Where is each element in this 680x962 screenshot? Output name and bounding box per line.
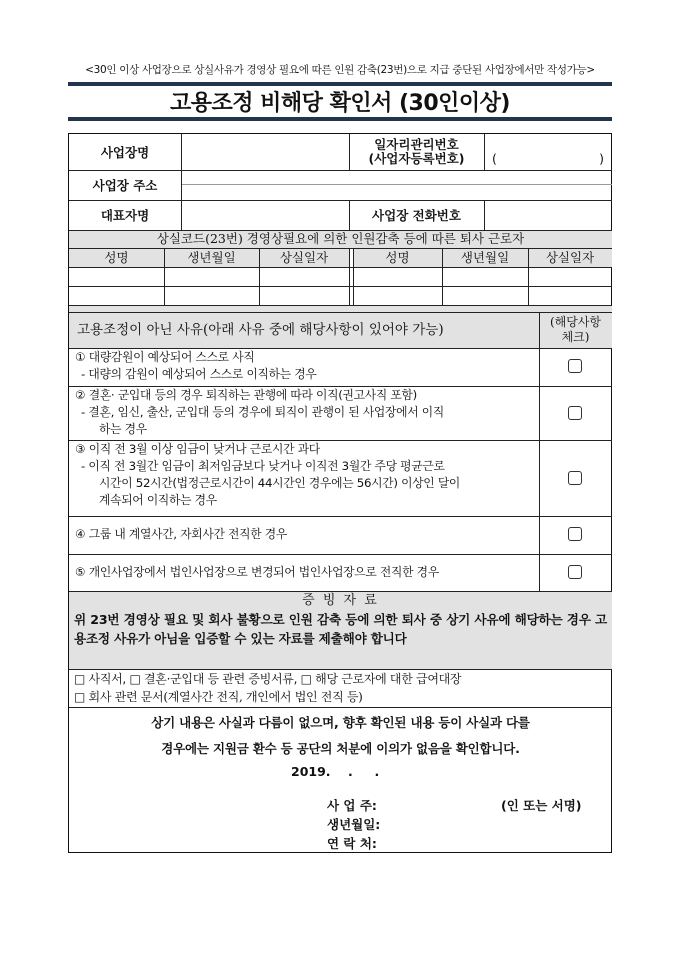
address-field[interactable]	[181, 170, 612, 200]
grid-line	[69, 707, 612, 708]
reason-4-checkbox[interactable]	[568, 527, 582, 541]
confirmation-line1: 상기 내용은 사실과 다름이 없으며, 향후 확인된 내용 등이 사실과 다를	[151, 715, 530, 730]
grid-line	[539, 312, 540, 591]
grid-line	[69, 267, 612, 268]
reason-item-2	[69, 386, 612, 440]
worker-row1-name-2[interactable]	[353, 267, 442, 286]
paren-open: (	[492, 151, 497, 166]
employer-signer-label: 사 업 주:	[327, 798, 377, 813]
worker-row1-loss-date[interactable]	[259, 267, 349, 286]
col-birth-2: 생년월일	[442, 248, 528, 267]
grid-line	[69, 305, 612, 306]
reason-item-5	[69, 554, 612, 591]
paren-close: )	[599, 151, 604, 166]
reason-2-checkbox[interactable]	[568, 406, 582, 420]
col-birth-1: 생년월일	[164, 248, 259, 267]
reason-1-title: ① 대량감원이 예상되어 스스로 사직	[75, 350, 255, 364]
grid-line	[69, 516, 612, 517]
grid-line	[442, 248, 443, 305]
representative-field[interactable]	[181, 200, 349, 230]
birth-date-label: 생년월일:	[327, 817, 381, 832]
reason-1-checkbox[interactable]	[568, 359, 582, 373]
contact-label: 연 락 처:	[327, 836, 377, 851]
confirmation-section	[69, 707, 612, 853]
reason-item-4	[69, 516, 612, 554]
reason-3-detail-cont-1: 시간이 52시간(법정근로시간이 44시간인 경우에는 56시간) 이상인 달이	[99, 476, 461, 490]
grid-line	[69, 248, 612, 249]
grid-line	[69, 386, 612, 387]
job-mgmt-no-label-line2: (사업자등록번호)	[368, 151, 465, 166]
col-name-2: 성명	[353, 248, 442, 267]
check-header-line1: (해당사항	[549, 315, 602, 329]
workers-section-title: 상실코드(23번) 경영상필요에 의한 인원감축 등에 따른 퇴사 근로자	[69, 230, 612, 248]
reason-2-detail: - 결혼, 임신, 출산, 군입대 등의 경우에 퇴직이 관행이 된 사업장에서 이직	[81, 405, 444, 419]
reason-3-detail: - 이직 전 3월간 임금이 최저임금보다 낮거나 이직전 3월간 주당 평균근로	[81, 459, 445, 473]
grid-line	[181, 184, 612, 185]
evidence-title: 증 빙 자 료	[302, 593, 379, 608]
grid-line	[259, 248, 260, 305]
col-loss-date-2: 상실일자	[528, 248, 612, 267]
grid-line	[349, 134, 350, 170]
reason-item-3	[69, 440, 612, 516]
worker-row2-name[interactable]	[69, 286, 164, 305]
grid-line	[69, 669, 612, 670]
grid-line	[164, 248, 165, 305]
business-name-label: 사업장명	[100, 145, 150, 160]
check-column-header	[539, 312, 612, 348]
evidence-statement: 위 23번 경영상 필요 및 회사 불황으로 인원 감축 등에 의한 퇴사 중 상기 사유에 해당하는 경우 고용조정 사유가 아님을 입증할 수 있는 자료를 제출해야 합니다	[74, 612, 607, 646]
phone-label: 사업장 전화번호	[372, 208, 461, 223]
grid-line	[69, 591, 612, 592]
job-mgmt-no-label	[349, 134, 484, 170]
check-header-line2: 체크)	[561, 330, 590, 344]
worker-row1-name[interactable]	[69, 267, 164, 286]
reason-5-checkbox[interactable]	[568, 565, 582, 579]
grid-line	[349, 200, 350, 230]
evidence-documents	[69, 669, 612, 707]
grid-line	[353, 248, 354, 305]
confirmation-line2: 경우에는 지원금 환수 등 공단의 처분에 이의가 없음을 확인합니다.	[161, 741, 520, 756]
representative-label: 대표자명	[100, 208, 150, 223]
grid-line	[69, 348, 612, 349]
grid-line	[528, 248, 529, 305]
reasons-section-title: 고용조정이 아닌 사유(아래 사유 중에 해당사항이 있어야 가능)	[69, 312, 539, 348]
evidence-docs-line1: □ 사직서, □ 결혼·군입대 등 관련 증빙서류, □ 해당 근로자에 대한 급여대장	[74, 672, 462, 686]
eligibility-note: <30인 이상 사업장으로 상실사유가 경영상 필요에 따른 인원 감축(23번)으로 지급 중단된 사업장에서만 작성가능>	[85, 64, 595, 76]
col-loss-date-1: 상실일자	[259, 248, 349, 267]
evidence-docs-line2: □ 회사 관련 문서(계열사간 전직, 개인에서 법인 전직 등)	[74, 690, 363, 704]
reason-3-detail-cont-2: 계속되어 이직하는 경우	[99, 493, 217, 507]
grid-line	[69, 200, 612, 201]
reason-1-detail: - 대량의 감원이 예상되어 스스로 이직하는 경우	[81, 367, 317, 381]
worker-row1-birth-2[interactable]	[442, 267, 528, 286]
grid-line	[69, 170, 612, 171]
grid-line	[69, 554, 612, 555]
worker-row2-name-2[interactable]	[353, 286, 442, 305]
reason-3-title: ③ 이직 전 3월 이상 임금이 낮거나 근로시간 과다	[75, 442, 320, 456]
address-label: 사업장 주소	[92, 178, 158, 193]
worker-row2-birth[interactable]	[164, 286, 259, 305]
form-frame	[68, 133, 612, 853]
title-bottom-bar	[68, 117, 612, 121]
business-name-field[interactable]	[181, 134, 349, 170]
evidence-section	[69, 591, 612, 669]
grid-line	[69, 286, 612, 287]
grid-line	[69, 440, 612, 441]
grid-line	[484, 200, 485, 230]
page-title: 고용조정 비해당 확인서 (30인이상)	[170, 91, 510, 116]
col-name-1: 성명	[69, 248, 164, 267]
worker-row2-loss-date-2[interactable]	[528, 286, 612, 305]
reason-5-title: ⑤ 개인사업장에서 법인사업장으로 변경되어 법인사업장으로 전직한 경우	[75, 565, 439, 579]
reason-2-title: ② 결혼· 군입대 등의 경우 퇴직하는 관행에 따라 이직(권고사직 포함)	[75, 388, 417, 402]
grid-line	[181, 134, 182, 230]
grid-line	[484, 134, 485, 170]
job-mgmt-no-label-line1: 일자리관리번호	[374, 137, 459, 152]
reason-2-detail-cont: 하는 경우	[99, 422, 147, 436]
reason-4-title: ④ 그룹 내 계열사간, 자회사간 전직한 경우	[75, 527, 287, 541]
worker-row2-loss-date[interactable]	[259, 286, 349, 305]
grid-line	[349, 248, 350, 305]
worker-row1-birth[interactable]	[164, 267, 259, 286]
reason-item-1	[69, 348, 612, 386]
grid-line	[69, 230, 612, 231]
worker-row1-loss-date-2[interactable]	[528, 267, 612, 286]
grid-line	[69, 312, 612, 313]
spacer-band	[69, 305, 612, 312]
job-mgmt-no-field[interactable]	[484, 134, 612, 170]
phone-field[interactable]	[484, 200, 612, 230]
date-line: 2019. . .	[291, 764, 380, 779]
worker-row2-birth-2[interactable]	[442, 286, 528, 305]
reason-3-checkbox[interactable]	[568, 471, 582, 485]
signature-note: (인 또는 서명)	[501, 798, 582, 813]
